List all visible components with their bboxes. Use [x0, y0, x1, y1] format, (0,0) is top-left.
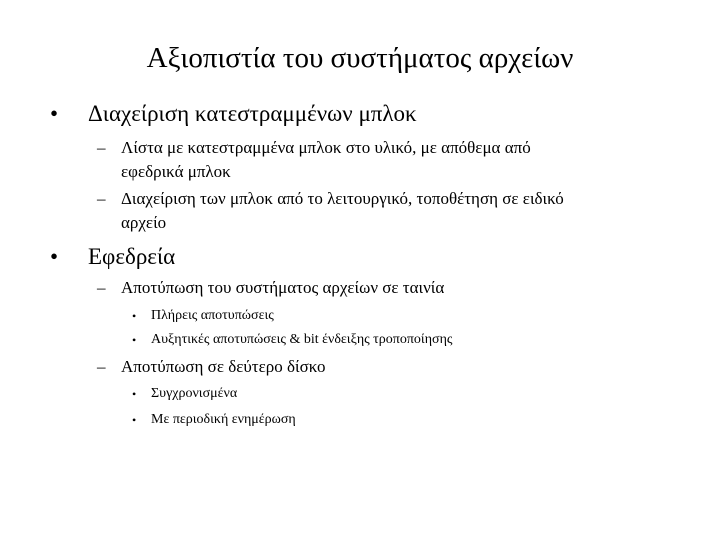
- sub-item-hardware-list: [97, 136, 531, 184]
- sub-item-os-management: [97, 187, 564, 235]
- sub-sub-item-text: Αυξητικές αποτυπώσεις & bit ένδειξης τροποποίησης: [151, 332, 453, 347]
- bullet-dot-icon: •: [132, 333, 137, 347]
- dash-icon: –: [97, 357, 106, 376]
- sub-sub-item-incremental-dumps: [132, 330, 453, 350]
- bullet-item-bad-blocks: [50, 100, 417, 128]
- slide-title: Αξιοπιστία του συστήματος αρχείων: [146, 42, 574, 74]
- sub-item-tape-dump: [97, 276, 445, 300]
- sub-item-text-line1: Λίστα με κατεστραμμένα μπλοκ στο υλικό, με απόθεμα από: [121, 138, 531, 157]
- sub-item-text-line1: Διαχείριση των μπλοκ από το λειτουργικό, τοποθέτηση σε ειδικό: [121, 189, 564, 208]
- bullet-text: Διαχείριση κατεστραμμένων μπλοκ: [88, 101, 417, 126]
- bullet-dot-icon: •: [132, 309, 137, 323]
- bullet-dot-icon: •: [50, 244, 59, 269]
- sub-sub-item-periodic-update: [132, 410, 296, 430]
- sub-sub-item-synchronized: [132, 384, 238, 404]
- sub-item-second-disk: [97, 355, 326, 379]
- bullet-dot-icon: •: [132, 387, 137, 401]
- bullet-dot-icon: •: [132, 413, 137, 427]
- sub-item-text-line2: εφεδρικά μπλοκ: [121, 162, 231, 181]
- dash-icon: –: [97, 138, 106, 157]
- sub-item-text: Αποτύπωση του συστήματος αρχείων σε ταινία: [121, 278, 445, 297]
- sub-item-text: Αποτύπωση σε δεύτερο δίσκο: [121, 357, 326, 376]
- sub-sub-item-text: Με περιοδική ενημέρωση: [151, 412, 296, 427]
- dash-icon: –: [97, 189, 106, 208]
- sub-sub-item-text: Πλήρεις αποτυπώσεις: [151, 308, 274, 323]
- bullet-item-backup: [50, 243, 176, 271]
- dash-icon: –: [97, 278, 106, 297]
- sub-item-text-line2: αρχείο: [121, 213, 167, 232]
- sub-sub-item-text: Συγχρονισμένα: [151, 386, 238, 401]
- bullet-text: Εφεδρεία: [88, 244, 176, 269]
- sub-sub-item-full-dumps: [132, 306, 274, 326]
- bullet-dot-icon: •: [50, 101, 59, 126]
